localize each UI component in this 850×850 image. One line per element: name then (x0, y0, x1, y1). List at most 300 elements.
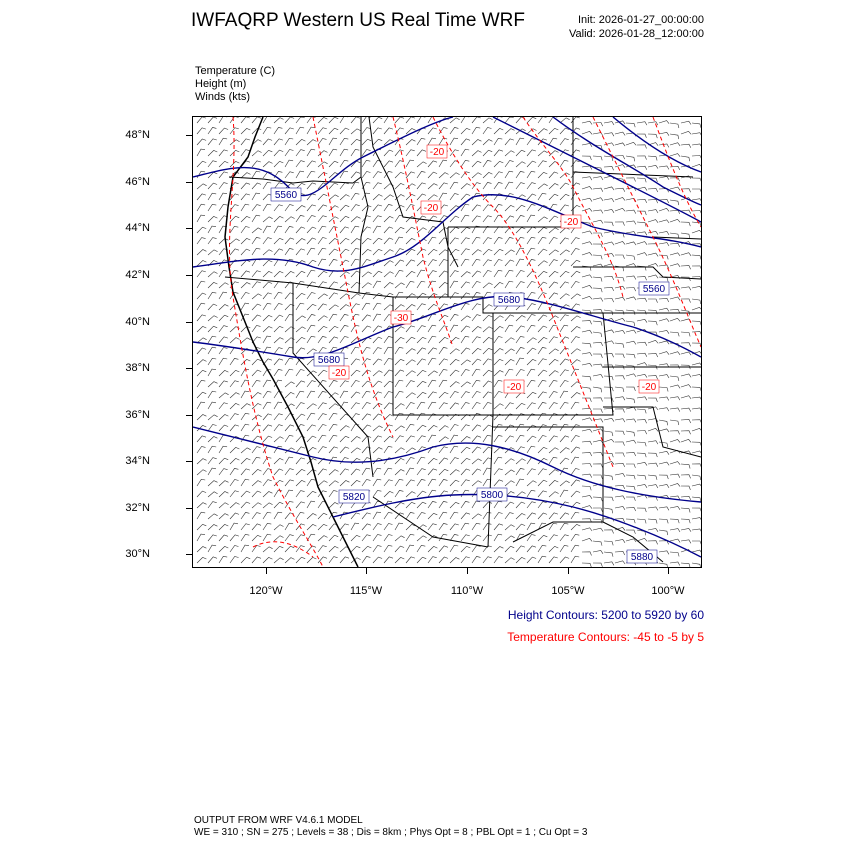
wind-barb (373, 557, 382, 563)
wind-barb (417, 545, 425, 552)
wind-barb (439, 173, 449, 178)
wind-barb (483, 271, 492, 278)
wind-barb (373, 314, 381, 321)
wind-barb (560, 325, 568, 332)
wind-barb (296, 249, 305, 255)
wind-barb (483, 305, 493, 310)
wind-barb (208, 369, 216, 376)
wind-barb (241, 391, 249, 398)
wind-barb (373, 281, 381, 288)
wind-barb (582, 144, 592, 147)
wind-barb (615, 198, 625, 201)
wind-barb (582, 563, 591, 567)
wind-barb (582, 486, 591, 490)
wind-barb (395, 305, 405, 310)
wind-barb (571, 205, 580, 211)
wind-barb (461, 392, 470, 398)
wind-barb (659, 298, 669, 302)
wind-barb (318, 536, 328, 541)
wind-barb (538, 469, 547, 475)
wind-barb (494, 270, 502, 277)
wind-barb (329, 128, 338, 134)
wind-barb (351, 139, 360, 145)
wind-barb (527, 171, 535, 178)
wind-barb (263, 204, 271, 211)
wind-barb (417, 392, 426, 398)
wind-barb (648, 463, 658, 467)
wind-barb (692, 363, 701, 366)
wind-barb (560, 271, 569, 277)
wind-barb (472, 380, 480, 387)
wind-barb (461, 160, 469, 167)
lon-tick (668, 568, 669, 574)
wind-barb (615, 561, 625, 564)
wind-barb (307, 413, 315, 420)
wind-barb (208, 193, 216, 200)
wind-barb (230, 226, 238, 233)
wind-barb (494, 282, 503, 288)
wind-barb (406, 184, 416, 189)
wind-barb (395, 503, 404, 509)
wind-barb (428, 479, 436, 486)
wind-barb (549, 535, 558, 541)
wind-barb (340, 391, 348, 398)
wind-barb (263, 425, 272, 431)
wind-barb (428, 392, 437, 398)
wind-barb (362, 546, 371, 552)
wind-barb (329, 470, 339, 475)
wind-barb (571, 447, 580, 453)
wind-barb (505, 481, 515, 486)
wind-barb (472, 304, 481, 310)
wind-barb (197, 149, 205, 156)
wind-barb (318, 546, 327, 552)
wind-barb (428, 260, 437, 266)
wind-barb (615, 343, 624, 348)
wind-barb (615, 474, 625, 477)
wind-barb (527, 338, 537, 343)
wind-barb (406, 424, 414, 431)
wind-barb (615, 318, 625, 321)
wind-barb (439, 160, 447, 167)
wind-barb (615, 331, 625, 334)
wind-barb (604, 431, 613, 436)
wind-barb (285, 369, 293, 376)
wind-barb (384, 128, 393, 134)
wind-barb (670, 200, 679, 205)
wind-barb (494, 501, 502, 508)
wind-barb (274, 118, 284, 123)
wind-barb (560, 282, 569, 288)
wind-barb (582, 275, 592, 278)
wind-barb (373, 512, 381, 519)
wind-barb (494, 534, 502, 541)
wind-barb (450, 173, 460, 178)
wind-barb (263, 380, 271, 387)
wind-barb (527, 425, 536, 431)
wind-barb (593, 497, 602, 501)
border-or-ca-nv (225, 277, 359, 293)
wind-barb (428, 172, 437, 178)
wind-barb (692, 541, 701, 545)
wind-barb (219, 150, 228, 156)
wind-barb (461, 238, 470, 244)
wind-barb (692, 332, 701, 336)
wind-barb (208, 250, 218, 255)
wind-barb (461, 348, 470, 354)
wind-barb (428, 304, 437, 310)
wind-barb (670, 309, 680, 313)
wind-barb (219, 193, 227, 200)
wind-barb (461, 259, 469, 266)
wind-barb (670, 210, 680, 214)
wind-barb (670, 420, 679, 425)
wind-barb (571, 304, 580, 310)
wind-barb (340, 524, 349, 530)
wind-barb (241, 183, 250, 189)
wind-barb (505, 260, 514, 266)
wind-barb (263, 391, 271, 398)
wind-barb (659, 420, 668, 425)
wind-barb (384, 283, 393, 289)
wind-barb (450, 382, 460, 387)
wind-barb (648, 210, 658, 213)
wind-barb (648, 528, 658, 531)
wind-barb (582, 418, 592, 421)
wind-barb (604, 276, 614, 280)
wind-barb (395, 337, 404, 343)
wind-barb (571, 337, 580, 343)
wind-barb (494, 326, 503, 332)
wind-barb (516, 259, 524, 266)
wind-barb (461, 437, 470, 443)
wind-barb (373, 414, 382, 420)
wind-barb (637, 442, 646, 446)
wind-barb (571, 260, 580, 266)
wind-barb (439, 534, 447, 541)
wind-barb (549, 325, 557, 332)
wind-barb (373, 326, 382, 332)
wind-barb (307, 270, 315, 277)
wind-barb (571, 327, 580, 333)
wind-barb (461, 425, 470, 431)
wind-barb (197, 547, 206, 553)
wind-barb (373, 371, 383, 376)
temperature-contour-label: -20 (423, 203, 439, 214)
wind-barb (516, 205, 525, 211)
wind-barb (230, 216, 239, 222)
wind-barb (615, 539, 625, 542)
wind-barb (527, 535, 536, 542)
lat-label-34: 34°N (125, 455, 150, 467)
wind-barb (593, 354, 602, 358)
wind-barb (516, 316, 525, 322)
wind-barb (384, 161, 393, 167)
wind-barb (208, 216, 217, 222)
wind-barb (472, 556, 481, 563)
wind-barb (439, 294, 449, 299)
wind-barb (681, 352, 691, 355)
wind-barb (406, 492, 416, 497)
wind-barb (527, 292, 535, 299)
wind-barb (208, 238, 217, 244)
wind-barb (505, 502, 514, 508)
wind-barb (219, 270, 227, 277)
wind-barb (670, 123, 679, 128)
wind-barb (274, 425, 283, 431)
wind-barb (681, 563, 690, 567)
wind-barb (197, 161, 206, 167)
wind-barb (670, 506, 680, 509)
wind-barb (582, 177, 592, 180)
wind-barb (450, 118, 460, 123)
wind-barb (208, 150, 217, 156)
wind-barb (549, 557, 558, 563)
wind-barb (494, 161, 503, 167)
wind-barb (219, 204, 227, 211)
wind-barb (373, 117, 382, 123)
wind-barb (428, 271, 437, 277)
wind-barb (681, 464, 690, 469)
wind-barb (318, 336, 327, 343)
wind-barb (483, 523, 491, 530)
wind-barb (516, 326, 525, 332)
wind-barb (219, 370, 228, 376)
wind-barb (659, 352, 669, 355)
wind-barb (450, 512, 458, 519)
wind-barb (681, 496, 691, 500)
wind-barb (615, 442, 625, 446)
wind-barb (670, 318, 680, 321)
wind-barb (670, 233, 679, 238)
wind-barb (384, 238, 393, 244)
wind-barb (274, 536, 284, 541)
wind-barb (472, 535, 481, 541)
wind-barb (296, 512, 304, 519)
wind-barb (626, 486, 635, 490)
wind-barb (582, 166, 592, 170)
wind-barb (351, 448, 361, 453)
wind-barb (615, 463, 625, 467)
wind-barb (263, 492, 272, 498)
wind-barb (241, 404, 251, 409)
wind-barb (670, 166, 680, 170)
wind-barb (395, 215, 403, 222)
wind-barb (351, 480, 360, 486)
wind-barb (516, 227, 525, 233)
wind-barb (208, 282, 217, 288)
wind-barb (538, 413, 546, 420)
wind-barb (648, 310, 657, 314)
wind-barb (505, 459, 515, 464)
wind-barb (494, 172, 503, 178)
wind-barb (648, 428, 658, 431)
wind-barb (626, 255, 635, 260)
wind-barb (274, 480, 283, 486)
wind-barb (351, 193, 359, 200)
wind-barb (549, 359, 558, 365)
wind-barb (296, 469, 305, 475)
wind-barb (604, 156, 613, 161)
wind-barb (483, 425, 492, 431)
wind-barb (285, 392, 294, 398)
wind-barb (274, 402, 282, 409)
wind-barb (549, 128, 558, 134)
wind-barb (241, 293, 250, 300)
wind-barb (593, 387, 602, 392)
wind-barb (626, 264, 636, 267)
wind-barb (439, 193, 447, 200)
wind-barb (230, 270, 238, 277)
wind-barb (549, 492, 559, 497)
wind-barb (450, 558, 459, 564)
wind-barb (560, 448, 570, 453)
wind-barb (593, 332, 602, 337)
wind-barb (208, 502, 217, 508)
wind-barb (318, 524, 327, 530)
wind-barb (604, 330, 614, 333)
wind-barb (549, 337, 558, 343)
lon-label-100: 100°W (651, 585, 685, 597)
wind-barb (208, 226, 216, 233)
wind-barb (340, 314, 348, 321)
wind-barb (351, 513, 360, 519)
height-contour-label: 5560 (642, 284, 666, 295)
wind-barb (417, 348, 426, 354)
wind-barb (516, 524, 525, 530)
wind-barb (505, 338, 515, 343)
wind-barb (593, 528, 603, 531)
wind-barb (439, 183, 448, 189)
wind-barb (439, 546, 448, 552)
wind-barb (263, 402, 271, 409)
wind-barb (692, 178, 701, 182)
wind-barb (417, 436, 426, 442)
wind-barb (219, 503, 229, 508)
wind-barb (692, 156, 701, 160)
wind-barb (230, 370, 239, 376)
wind-barb (472, 173, 482, 178)
wind-barb (582, 121, 592, 124)
wind-barb (681, 396, 691, 399)
wind-barb (472, 151, 482, 156)
wind-barb (593, 244, 602, 248)
wind-barb (450, 490, 458, 497)
wind-barb (197, 215, 205, 222)
wind-barb (681, 222, 690, 226)
wind-barb (263, 336, 271, 343)
wind-barb (428, 435, 436, 442)
wind-barb (241, 524, 250, 530)
wind-barb (373, 359, 382, 365)
wind-barb (197, 512, 205, 519)
wind-barb (318, 294, 328, 299)
wind-barb (615, 376, 625, 380)
wind-barb (670, 440, 680, 443)
wind-barb (483, 283, 493, 288)
wind-barb (197, 238, 206, 244)
wind-barb (472, 392, 481, 399)
wind-barb (395, 513, 404, 519)
lon-tick (467, 568, 468, 574)
wind-barb (296, 171, 304, 178)
wind-barb (571, 117, 580, 123)
wind-barb (582, 209, 592, 212)
wind-barb (241, 469, 250, 475)
lat-label-42: 42°N (125, 269, 150, 281)
wind-barb (571, 382, 581, 387)
wind-barb (340, 117, 348, 123)
height-contour-line (193, 195, 701, 271)
wind-barb (197, 348, 206, 354)
wind-barb (307, 183, 316, 189)
wind-barb (516, 424, 524, 431)
wind-barb (351, 117, 360, 123)
wind-barb (527, 446, 535, 453)
wind-barb (505, 281, 513, 288)
wind-barb (252, 380, 260, 387)
wind-barb (637, 277, 647, 281)
wind-barb (329, 481, 339, 486)
wind-barb (483, 327, 493, 332)
wind-barb (472, 403, 481, 410)
wind-barb (461, 469, 470, 475)
wind-barb (461, 128, 470, 134)
wind-barb (208, 336, 216, 343)
wind-barb (527, 237, 535, 244)
wind-barb (538, 359, 547, 365)
wind-barb (516, 347, 525, 354)
wind-barb (439, 228, 449, 233)
wind-barb (637, 122, 647, 125)
wind-barb (560, 370, 569, 376)
wind-barb (373, 468, 381, 475)
wind-barb (208, 391, 216, 398)
wind-barb (362, 205, 371, 211)
wind-barb (692, 374, 701, 377)
wind-barb (318, 304, 327, 310)
wind-barb (681, 519, 690, 523)
wind-barb (450, 216, 459, 222)
wind-barb (307, 171, 315, 178)
wind-barb (692, 508, 701, 512)
wind-barb (417, 502, 426, 508)
wind-barb (626, 221, 636, 225)
wind-barb (241, 557, 250, 563)
wind-barb (230, 239, 240, 244)
wind-barb (384, 512, 392, 519)
wind-barb (692, 397, 701, 401)
wind-barb (483, 118, 493, 123)
wind-barb (637, 319, 647, 322)
wind-barb (329, 337, 338, 343)
wind-barb (571, 161, 580, 167)
wind-barb (571, 534, 579, 541)
wind-barb (659, 375, 669, 378)
wind-barb (252, 228, 262, 233)
temperature-contour-label: -20 (641, 382, 657, 393)
wind-barb (219, 492, 228, 498)
wind-barb (483, 415, 493, 420)
wind-barb (560, 545, 568, 552)
wind-barb (208, 514, 218, 519)
wind-barb (692, 144, 701, 148)
wind-barb (439, 512, 447, 519)
wind-barb (406, 260, 415, 266)
lon-label-105: 105°W (551, 585, 585, 597)
wind-barb (549, 282, 558, 288)
wind-barb (527, 502, 536, 508)
